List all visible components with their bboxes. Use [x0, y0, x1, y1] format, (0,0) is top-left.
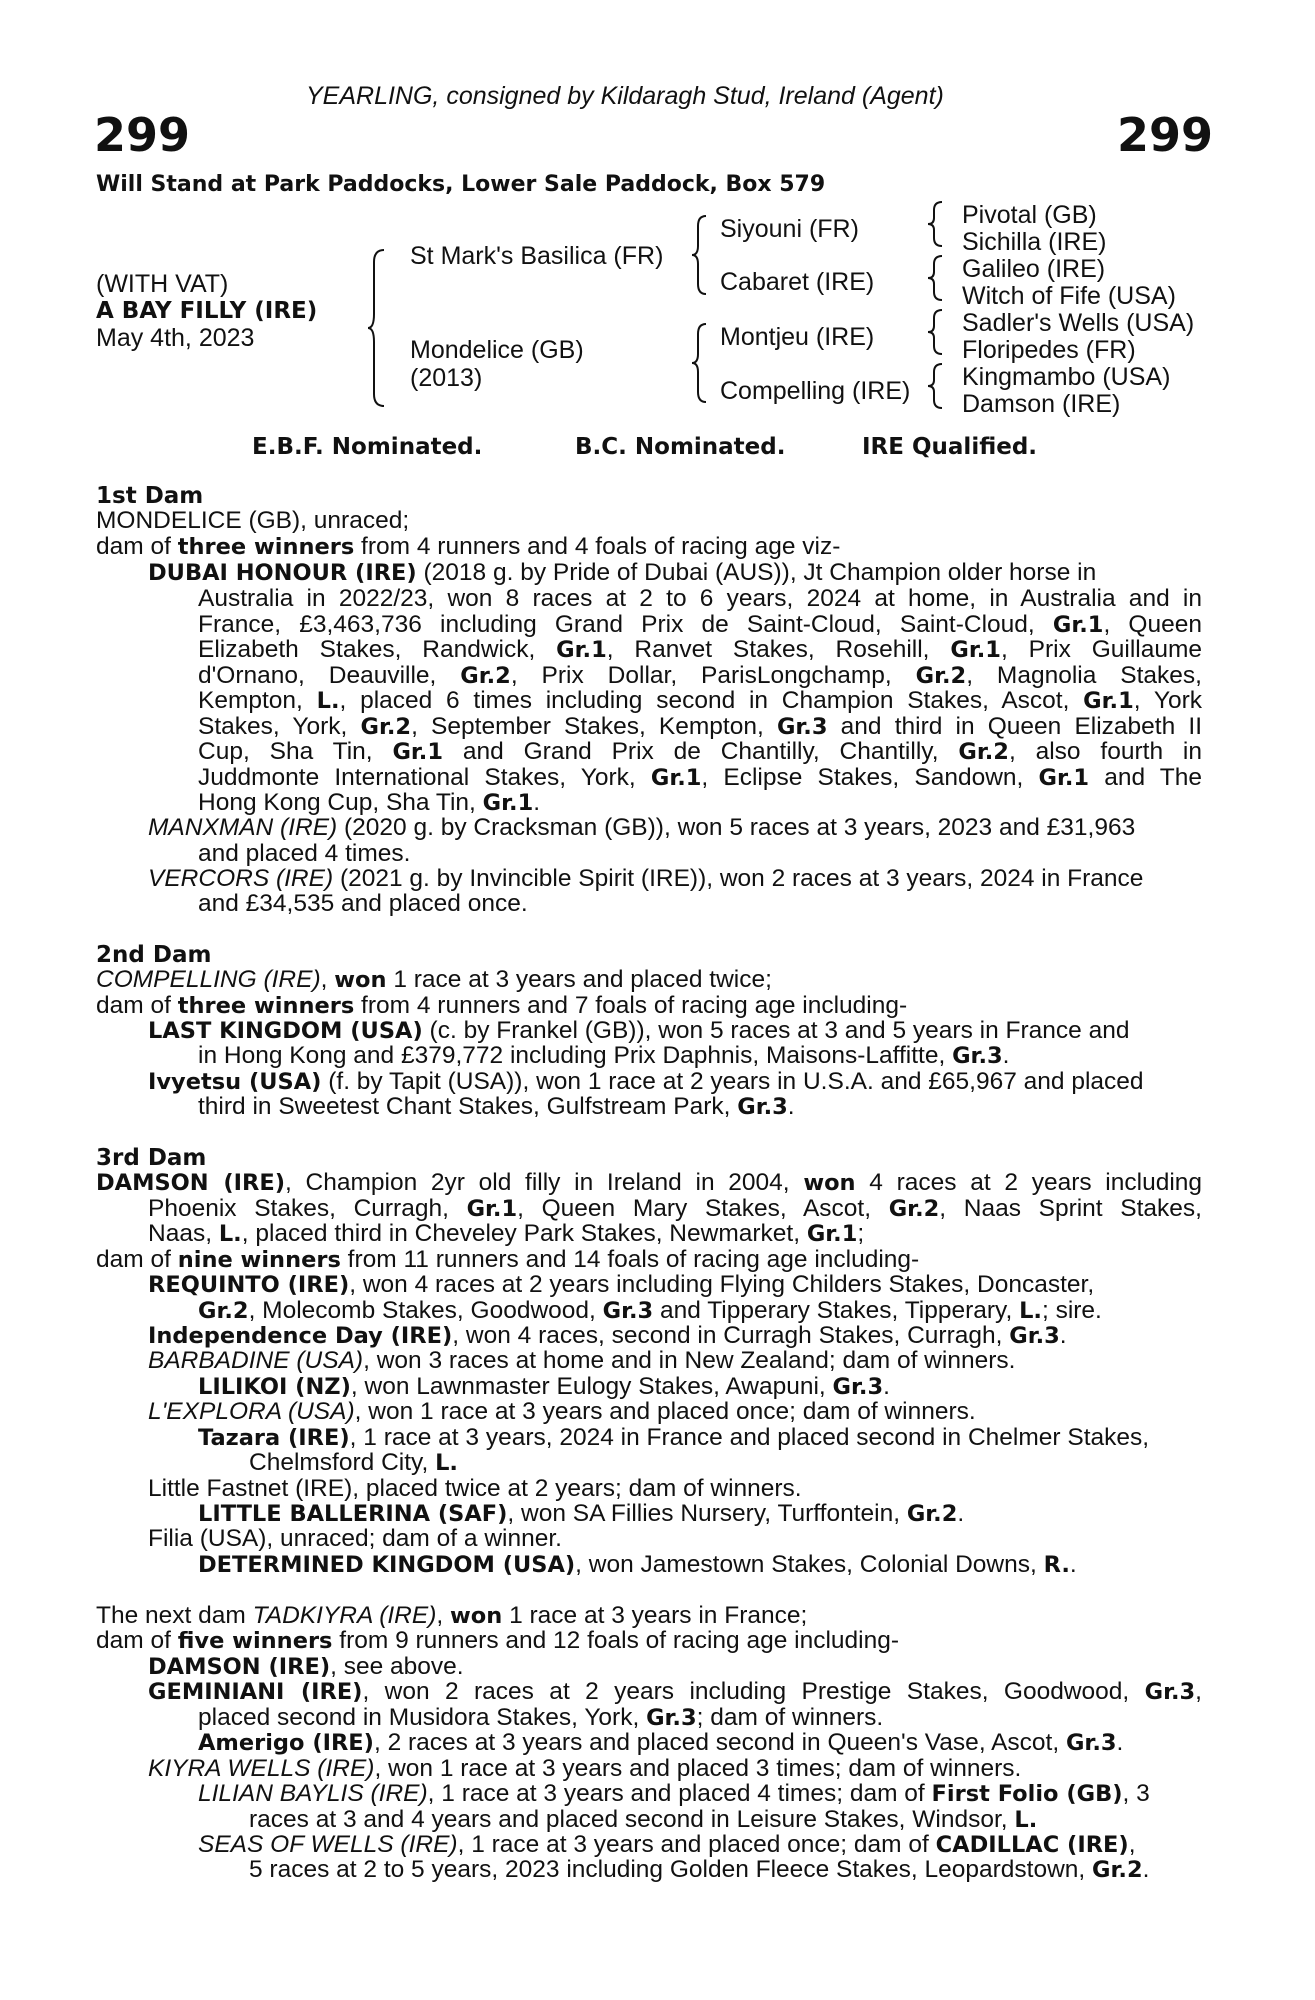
bc-nominated: B.C. Nominated. — [575, 434, 786, 460]
second-dam-line: COMPELLING (IRE), won 1 race at 3 years and placed twice; — [96, 966, 772, 993]
pedigree-dam-year: (2013) — [410, 364, 483, 392]
ivyetsu-line-2: third in Sweetest Chant Stakes, Gulfstream Park, Gr.3. — [198, 1093, 795, 1120]
third-dam-heading: 3rd Dam — [96, 1145, 207, 1171]
next-dam-line: The next dam TADKIYRA (IRE), won 1 race at 3 years in France; — [96, 1602, 808, 1629]
manxman-line-1: MANXMAN (IRE) (2020 g. by Cracksman (GB)), won 5 races at 3 years, 2023 and £31,963 — [148, 814, 1136, 841]
brace-ds — [928, 308, 948, 356]
dubai-honour-line-7: Stakes, York, Gr.2, September Stakes, Kempton, Gr.3 and third in Queen Elizabeth II — [198, 713, 1203, 740]
independence-day-line: Independence Day (IRE), won 4 races, second in Curragh Stakes, Curragh, Gr.3. — [148, 1322, 1067, 1349]
first-dam-line: MONDELICE (GB), unraced; — [96, 507, 410, 534]
little-ballerina-line: LITTLE BALLERINA (SAF), won SA Fillies Nursery, Turffontein, Gr.2. — [198, 1500, 965, 1527]
pedigree-dam: Mondelice (GB) — [410, 336, 584, 364]
first-dam-heading: 1st Dam — [96, 483, 204, 509]
consignment-line: YEARLING, consigned by Kildaragh Stud, Ireland (Agent) — [306, 82, 944, 110]
geminiani-line-1: GEMINIANI (IRE), won 2 races at 2 years including Prestige Stakes, Goodwood, Gr.3, — [148, 1678, 1202, 1705]
pedigree-ssd: Sichilla (IRE) — [962, 228, 1107, 256]
second-dam-produce: dam of three winners from 4 runners and 7 foals of racing age including- — [96, 992, 908, 1019]
location-line: Will Stand at Park Paddocks, Lower Sale Paddock, Box 579 — [96, 172, 826, 197]
brace-dd — [928, 362, 948, 410]
brace-sire — [692, 214, 712, 296]
last-kingdom-line-1: LAST KINGDOM (USA) (c. by Frankel (GB)), won 5 races at 3 and 5 years in France and — [148, 1017, 1130, 1044]
determined-kingdom-line: DETERMINED KINGDOM (USA), won Jamestown Stakes, Colonial Downs, R.. — [198, 1551, 1077, 1578]
brace-dam — [692, 322, 712, 404]
damson-line-2: Phoenix Stakes, Curragh, Gr.1, Queen Mary Stakes, Ascot, Gr.2, Naas Sprint Stakes, — [148, 1195, 1202, 1222]
pedigree-dsd: Floripedes (FR) — [962, 336, 1136, 364]
ire-qualified: IRE Qualified. — [862, 434, 1038, 460]
dubai-honour-line-9: Juddmonte International Stakes, York, Gr.1, Eclipse Stakes, Sandown, Gr.1 and The — [198, 764, 1202, 791]
first-dam-produce: dam of three winners from 4 runners and 4 foals of racing age viz- — [96, 533, 841, 560]
lilian-baylis-line-2: races at 3 and 4 years and placed second in Leisure Stakes, Windsor, L. — [249, 1806, 1038, 1833]
dubai-honour-line-1: DUBAI HONOUR (IRE) (2018 g. by Pride of Dubai (AUS)), Jt Champion older horse in — [148, 559, 1097, 586]
dubai-honour-line-10: Hong Kong Cup, Sha Tin, Gr.1. — [198, 789, 541, 816]
pedigree-sds: Galileo (IRE) — [962, 255, 1106, 283]
horse-name: A BAY FILLY (IRE) — [96, 298, 318, 324]
lot-number-right: 299 — [1117, 108, 1214, 162]
dubai-honour-line-2: Australia in 2022/23, won 8 races at 2 to 6 years, 2024 at home, in Australia and in — [198, 585, 1202, 612]
seas-of-wells-line-2: 5 races at 2 to 5 years, 2023 including Golden Fleece Stakes, Leopardstown, Gr.2. — [249, 1856, 1150, 1883]
kiyra-wells-line: KIYRA WELLS (IRE), won 1 race at 3 years and placed 3 times; dam of winners. — [148, 1755, 1022, 1782]
ebf-nominated: E.B.F. Nominated. — [252, 434, 483, 460]
brace-horse — [368, 248, 390, 408]
geminiani-line-2: placed second in Musidora Stakes, York, Gr.3; dam of winners. — [198, 1704, 884, 1731]
last-kingdom-line-2: in Hong Kong and £379,772 including Prix Daphnis, Maisons-Laffitte, Gr.3. — [198, 1042, 1010, 1069]
vat-label: (WITH VAT) — [96, 270, 229, 298]
amerigo-line: Amerigo (IRE), 2 races at 3 years and placed second in Queen's Vase, Ascot, Gr.3. — [198, 1729, 1124, 1756]
lilikoi-line: LILIKOI (NZ), won Lawnmaster Eulogy Stakes, Awapuni, Gr.3. — [198, 1373, 890, 1400]
pedigree-sd: Cabaret (IRE) — [720, 268, 875, 296]
pedigree-sss: Pivotal (GB) — [962, 201, 1097, 229]
pedigree-ds: Montjeu (IRE) — [720, 323, 875, 351]
barbadine-line: BARBADINE (USA), won 3 races at home and in New Zealand; dam of winners. — [148, 1347, 1016, 1374]
horse-dob: May 4th, 2023 — [96, 324, 255, 352]
tazara-line-1: Tazara (IRE), 1 race at 3 years, 2024 in France and placed second in Chelmer Stakes, — [198, 1424, 1150, 1451]
filia-line: Filia (USA), unraced; dam of a winner. — [148, 1525, 562, 1552]
manxman-line-2: and placed 4 times. — [198, 840, 411, 867]
next-dam-produce: dam of five winners from 9 runners and 12 foals of racing age including- — [96, 1627, 900, 1654]
dubai-honour-line-3: France, £3,463,736 including Grand Prix de Saint-Cloud, Saint-Cloud, Gr.1, Queen — [198, 611, 1202, 638]
requinto-line-1: REQUINTO (IRE), won 4 races at 2 years including Flying Childers Stakes, Doncaster, — [148, 1271, 1095, 1298]
requinto-line-2: Gr.2, Molecomb Stakes, Goodwood, Gr.3 and Tipperary Stakes, Tipperary, L.; sire. — [198, 1297, 1102, 1324]
pedigree-sire: St Mark's Basilica (FR) — [410, 242, 664, 270]
second-dam-heading: 2nd Dam — [96, 942, 212, 968]
dubai-honour-line-4: Elizabeth Stakes, Randwick, Gr.1, Ranvet Stakes, Rosehill, Gr.1, Prix Guillaume — [198, 636, 1203, 663]
pedigree-dss: Sadler's Wells (USA) — [962, 309, 1195, 337]
vercors-line-2: and £34,535 and placed once. — [198, 890, 528, 917]
damson-line-3: Naas, L., placed third in Cheveley Park Stakes, Newmarket, Gr.1; — [148, 1220, 865, 1247]
damson-line-1: DAMSON (IRE), Champion 2yr old filly in Ireland in 2004, won 4 races at 2 years including — [96, 1169, 1203, 1196]
dubai-honour-line-5: d'Ornano, Deauville, Gr.2, Prix Dollar, ParisLongchamp, Gr.2, Magnolia Stakes, — [198, 662, 1202, 689]
pedigree-sdd: Witch of Fife (USA) — [962, 282, 1176, 310]
brace-sd — [928, 254, 948, 302]
dubai-honour-line-8: Cup, Sha Tin, Gr.1 and Grand Prix de Chantilly, Chantilly, Gr.2, also fourth in — [198, 738, 1203, 765]
lexplora-line: L'EXPLORA (USA), won 1 race at 3 years and placed once; dam of winners. — [148, 1398, 976, 1425]
vercors-line-1: VERCORS (IRE) (2021 g. by Invincible Spirit (IRE)), won 2 races at 3 years, 2024 in France — [148, 865, 1144, 892]
pedigree-ddd: Damson (IRE) — [962, 390, 1121, 418]
damson-see-above: DAMSON (IRE), see above. — [148, 1653, 464, 1680]
pedigree-dd: Compelling (IRE) — [720, 377, 911, 405]
pedigree-ss: Siyouni (FR) — [720, 215, 859, 243]
little-fastnet-line: Little Fastnet (IRE), placed twice at 2 years; dam of winners. — [148, 1475, 802, 1502]
brace-ss — [928, 200, 948, 248]
dubai-honour-line-6: Kempton, L., placed 6 times including second in Champion Stakes, Ascot, Gr.1, York — [198, 687, 1202, 714]
seas-of-wells-line-1: SEAS OF WELLS (IRE), 1 race at 3 years and placed once; dam of CADILLAC (IRE), — [198, 1831, 1136, 1858]
third-dam-produce: dam of nine winners from 11 runners and 14 foals of racing age including- — [96, 1246, 920, 1273]
lilian-baylis-line-1: LILIAN BAYLIS (IRE), 1 race at 3 years and placed 4 times; dam of First Folio (GB), 3 — [198, 1780, 1150, 1807]
ivyetsu-line-1: Ivyetsu (USA) (f. by Tapit (USA)), won 1 race at 2 years in U.S.A. and £65,967 and placed — [148, 1068, 1144, 1095]
pedigree-dds: Kingmambo (USA) — [962, 363, 1171, 391]
tazara-line-2: Chelmsford City, L. — [249, 1449, 458, 1476]
lot-number-left: 299 — [94, 108, 191, 162]
